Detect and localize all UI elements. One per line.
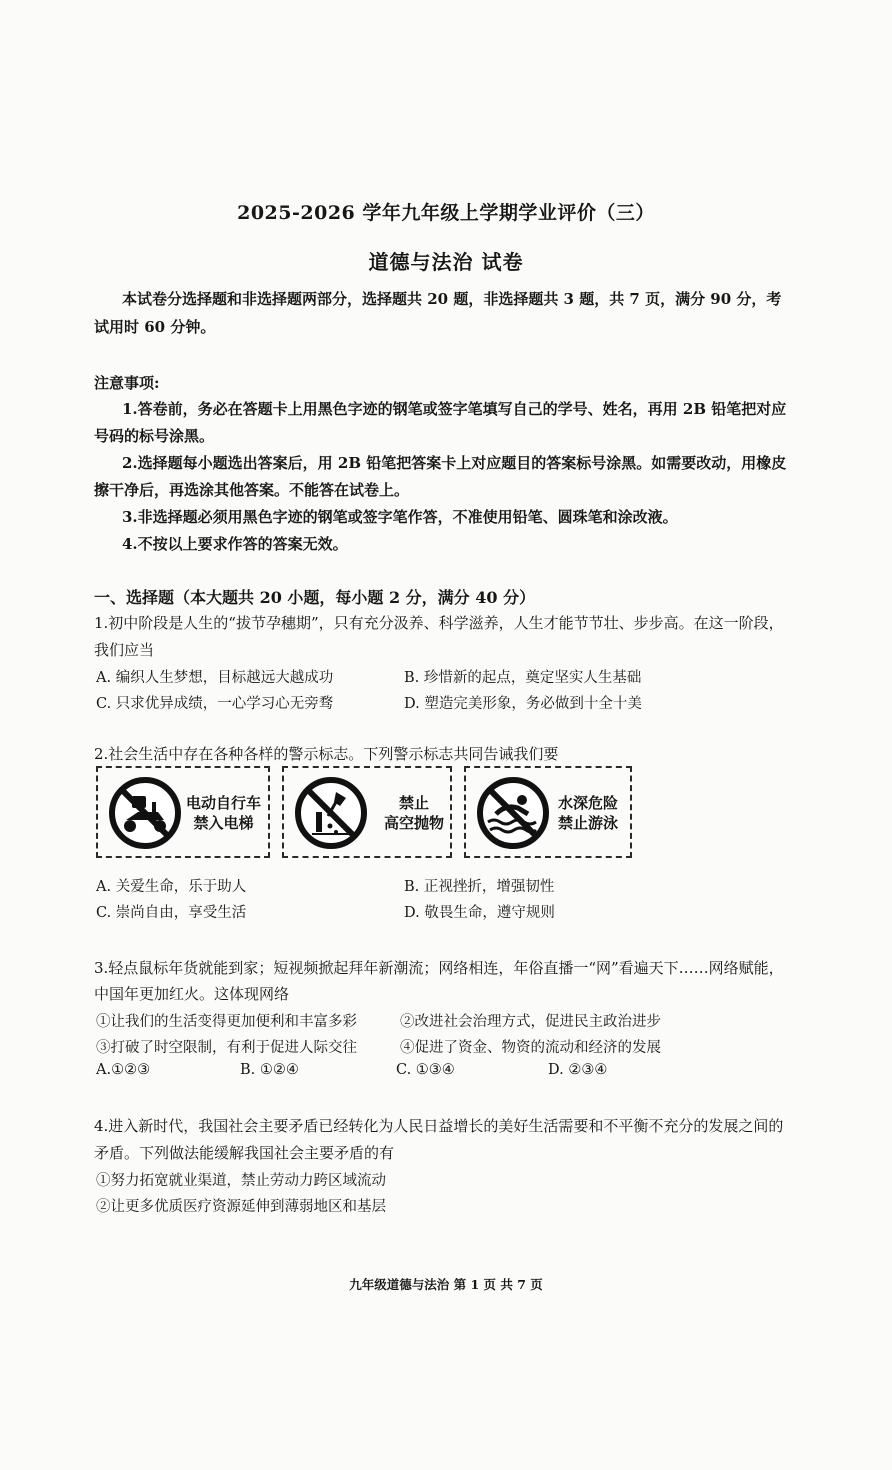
question-2-stem: 2.社会生活中存在各种各样的警示标志。下列警示标志共同告诫我们要 xyxy=(94,745,559,763)
intro-line-2: 试用时 60 分钟。 xyxy=(94,318,216,336)
q2-option-c: C. 崇尚自由，享受生活 xyxy=(96,905,247,921)
sign-swimming xyxy=(464,766,632,858)
notes-item: 1.答卷前，务必在答题卡上用黑色字迹的钢笔或签字笔填写自己的学号、姓名，再用 2B 铅笔把对应 xyxy=(122,400,787,418)
exam-subtitle: 道德与法治 试卷 xyxy=(368,250,524,274)
exam-title: 2025-2026 学年九年级上学期学业评价（三） xyxy=(237,202,655,224)
sign-throwing-line1: 禁止 xyxy=(399,794,430,812)
sign-throwing-line2: 高空抛物 xyxy=(384,814,445,832)
sign-ebike-line1: 电动自行车 xyxy=(186,794,262,812)
q3-option-b: B. ①②④ xyxy=(240,1062,299,1078)
q4-statement-1: ①努力拓宽就业渠道，禁止劳动力跨区域流动 xyxy=(96,1173,386,1189)
q4-statement-2: ②让更多优质医疗资源延伸到薄弱地区和基层 xyxy=(96,1199,386,1215)
q3-option-a: A.①②③ xyxy=(96,1062,151,1078)
q1-option-c: C. 只求优异成绩，一心学习心无旁骛 xyxy=(96,696,334,712)
sign-ebike xyxy=(96,766,270,858)
q2-option-d: D. 敬畏生命，遵守规则 xyxy=(404,905,555,921)
sign-ebike-line2: 禁入电梯 xyxy=(193,814,254,832)
q1-option-a: A. 编织人生梦想，目标越远大越成功 xyxy=(96,670,334,686)
notes-item: 3.非选择题必须用黑色字迹的钢笔或签字笔作答，不准使用铅笔、圆珠笔和涂改液。 xyxy=(122,508,678,526)
question-1-stem: 1.初中阶段是人生的“拔节孕穗期”，只有充分汲养、科学滋养，人生才能节节壮、步步高。在这一阶段， xyxy=(94,614,784,632)
q3-option-c: C. ①③④ xyxy=(396,1062,455,1078)
intro-line-1: 本试卷分选择题和非选择题两部分，选择题共 20 题，非选择题共 3 题，共 7 页，满分 90 分，考 xyxy=(122,290,782,308)
sign-swimming-line1: 水深危险 xyxy=(558,794,619,812)
notes-item: 2.选择题每小题选出答案后，用 2B 铅笔把答案卡上对应题目的答案标号涂黑。如需要改动，用橡皮 xyxy=(122,454,787,472)
question-4-stem: 4.进入新时代，我国社会主要矛盾已经转化为人民日益增长的美好生活需要和不平衡不充分的发展之间的 xyxy=(94,1117,784,1135)
question-3-stem: 3.轻点鼠标年货就能到家；短视频掀起拜年新潮流；网络相连，年俗直播一“网”看遍天下……网络赋能， xyxy=(94,959,784,977)
q2-option-a: A. 关爱生命，乐于助人 xyxy=(96,879,247,895)
no-ebike-icon xyxy=(108,776,182,850)
no-swimming-icon xyxy=(476,776,550,850)
q3-statement-4: ④促进了资金、物资的流动和经济的发展 xyxy=(400,1040,661,1056)
q1-option-b: B. 珍惜新的起点，奠定坚实人生基础 xyxy=(404,670,642,686)
section-heading: 一、选择题（本大题共 20 小题，每小题 2 分，满分 40 分） xyxy=(94,588,536,607)
sign-swimming-line2: 禁止游泳 xyxy=(558,814,619,832)
notes-item: 4.不按以上要求作答的答案无效。 xyxy=(122,535,348,553)
notes-item: 号码的标号涂黑。 xyxy=(94,427,215,445)
sign-throwing xyxy=(282,766,452,858)
q2-option-b: B. 正视挫折，增强韧性 xyxy=(404,879,555,895)
notes-heading: 注意事项: xyxy=(94,374,160,392)
question-3-stem-cont: 中国年更加红火。这体现网络 xyxy=(94,985,290,1003)
question-1-stem-cont: 我们应当 xyxy=(94,641,155,659)
q1-option-d: D. 塑造完美形象，务必做到十全十美 xyxy=(404,696,642,712)
q3-option-d: D. ②③④ xyxy=(548,1062,608,1078)
q3-statement-1: ①让我们的生活变得更加便利和丰富多彩 xyxy=(96,1014,357,1030)
q3-statement-3: ③打破了时空限制，有利于促进人际交往 xyxy=(96,1040,357,1056)
page-footer: 九年级道德与法治 第 1 页 共 7 页 xyxy=(349,1277,543,1292)
notes-item: 擦干净后，再选涂其他答案。不能答在试卷上。 xyxy=(94,481,410,499)
question-4-stem-cont: 矛盾。下列做法能缓解我国社会主要矛盾的有 xyxy=(94,1144,395,1162)
no-throwing-icon xyxy=(294,776,368,850)
q3-statement-2: ②改进社会治理方式，促进民主政治进步 xyxy=(400,1014,661,1030)
